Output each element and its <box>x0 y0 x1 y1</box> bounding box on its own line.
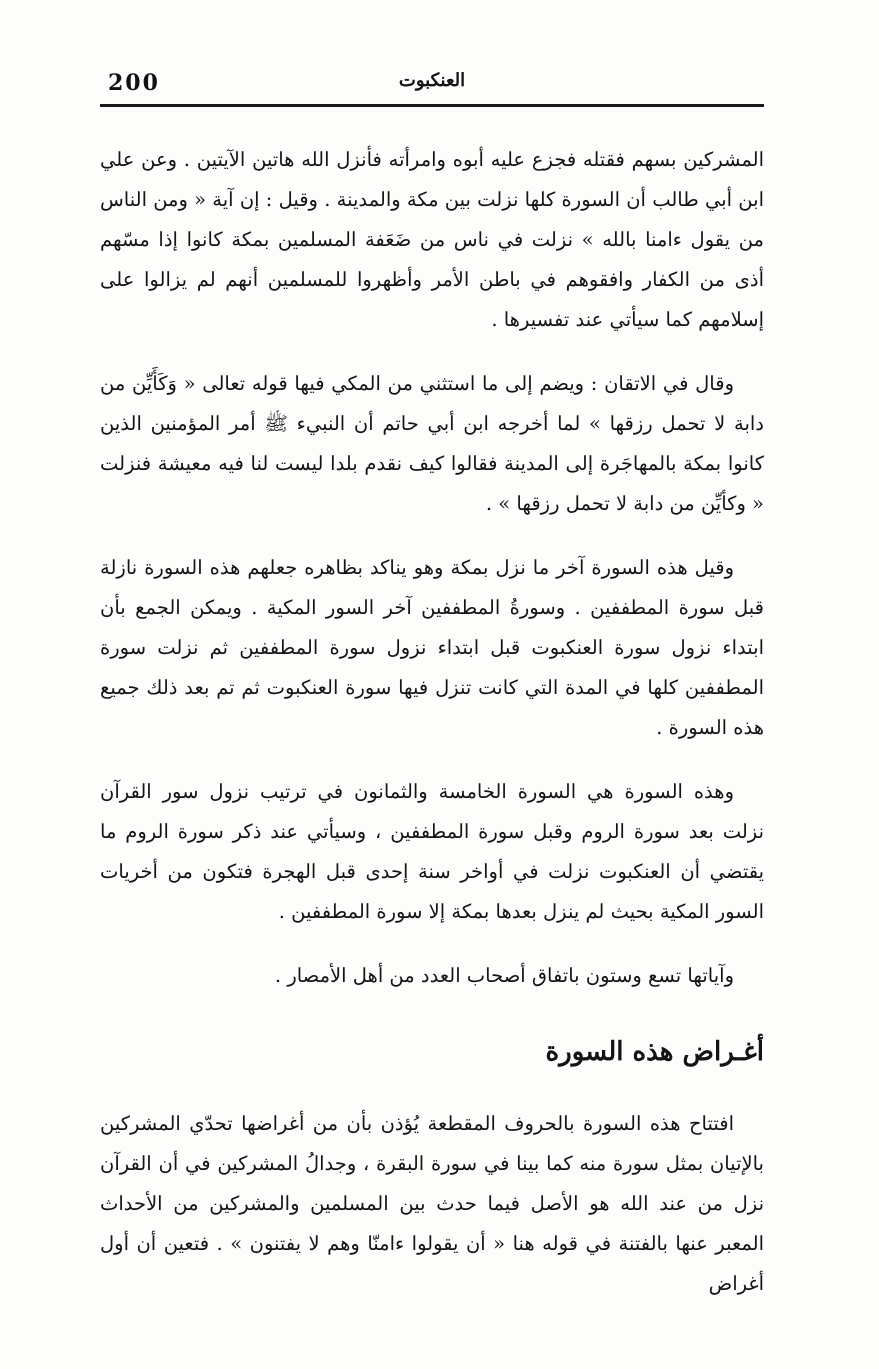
section-heading: أغـراض هذه السورة <box>545 1037 764 1067</box>
page-number: 200 <box>108 70 160 96</box>
header-rule <box>100 104 764 107</box>
paragraph-sura-rank: وهذه السورة هي السورة الخامسة والثمانون في ترتيب نزول سور القرآن نزلت بعد سورة الروم وقبل سورة المطففين ، وسيأتي عند ذكر سورة الروم ما يقتضي أن العنكبوت نزلت في أواخر سنة إحدى قبل الهجرة فتكون من أخريات السور المكية بحيث لم ينزل بعدها بمكة إلا سورة المطففين . <box>100 780 764 923</box>
running-title: العنكبوت <box>398 70 466 91</box>
paragraph-verse-count: وآياتها تسع وستون باتفاق أصحاب العدد من أهل الأمصار . <box>274 964 734 987</box>
page-body <box>100 140 764 1328</box>
paragraph-purposes: افتتاح هذه السورة بالحروف المقطعة يُؤذن بأن من أغراضها تحدّي المشركين بالإتيان بمثل سورة منه كما بينا في سورة البقرة ، وجدالُ المشركين في أن القرآن نزل من عند الله هو الأصل فيما حدث بين المسلمين والمشركين من الأحداث المعبر عنها بالفتنة في قوله هنا « أن يقولوا ءامنّا وهم لا يفتنون » . فتعين أن أول أغراض <box>100 1112 764 1295</box>
page-header <box>100 64 764 104</box>
paragraph-continuation: المشركين بسهم فقتله فجزع عليه أبوه وامرأته فأنزل الله هاتين الآيتين . وعن علي ابن أبي طالب أن السورة كلها نزلت بين مكة والمدينة . وقيل : إن آية « ومن الناس من يقول ءامنا بالله » نزلت في ناس من ضَعَفة المسلمين بمكة كانوا إذا مسّهم أذى من الكفار وافقوهم في باطن الأمر وأظهروا للمسلمين أنهم لم يزالوا على إسلامهم كما سيأتي عند تفسيرها . <box>100 148 764 331</box>
paragraph-revelation-order: وقيل هذه السورة آخر ما نزل بمكة وهو يناكد بظاهره جعلهم هذه السورة نازلة قبل سورة المطففين . وسورةُ المطففين آخر السور المكية . ويمكن الجمع بأن ابتداء نزول سورة العنكبوت قبل ابتداء نزول سورة المطففين ثم نزلت سورة المطففين كلها في المدة التي كانت تنزل فيها سورة العنكبوت ثم تم بعد ذلك جميع هذه السورة . <box>100 556 764 739</box>
paragraph-itqan: وقال في الاتقان : ويضم إلى ما استثني من المكي فيها قوله تعالى « وَكَأَيِّن من دابة لا تحمل رزقها » لما أخرجه ابن أبي حاتم أن النبيء ﷺ أمر المؤمنين الذين كانوا بمكة بالمهاجَرة إلى المدينة فقالوا كيف نقدم بلدا ليست لنا فيه معيشة فنزلت « وكأيِّن من دابة لا تحمل رزقها » . <box>100 372 764 515</box>
